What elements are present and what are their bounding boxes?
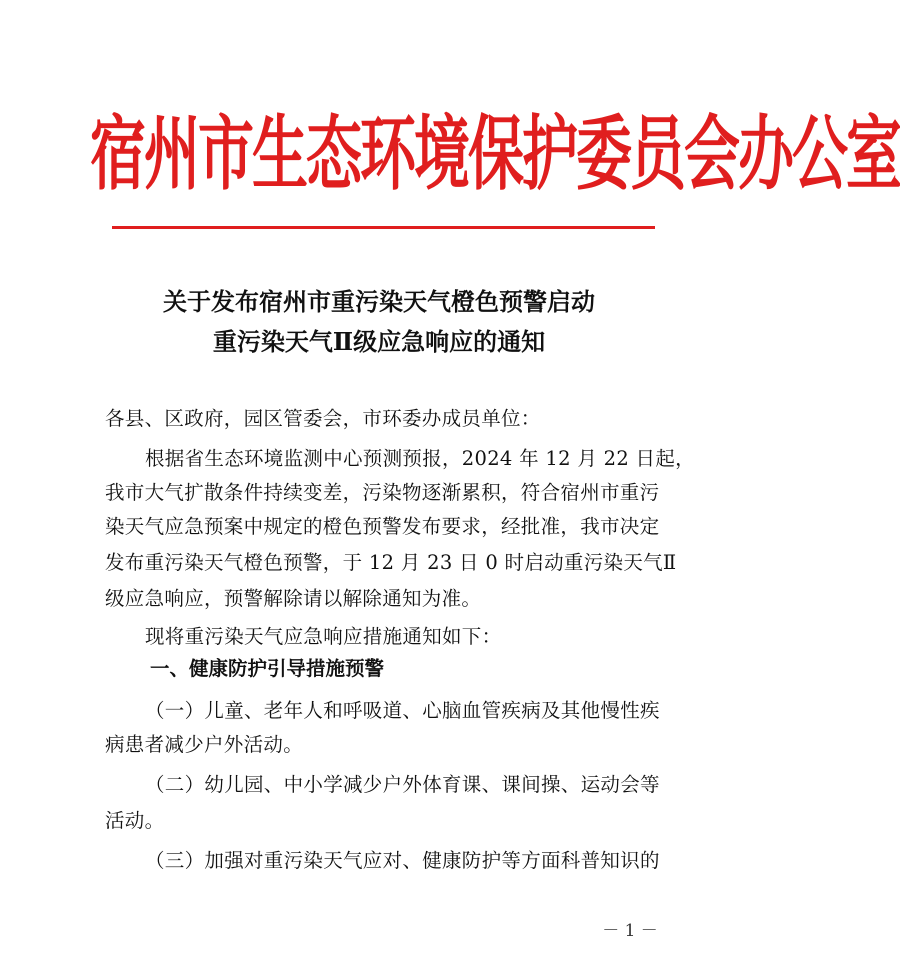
section-1-item-2-line-1: （二）幼儿园、中小学减少户外体育课、课间操、运动会等 <box>145 773 660 796</box>
section-1-heading: 一、健康防护引导措施预警 <box>150 657 385 680</box>
red-divider-line <box>112 226 655 229</box>
page-number: － 1 － <box>602 921 658 941</box>
section-1-item-1-line-2: 病患者减少户外活动。 <box>105 733 304 756</box>
paragraph-2: 现将重污染天气应急响应措施通知如下： <box>145 625 502 648</box>
document-title-line-2: 重污染天气Ⅱ级应急响应的通知 <box>212 327 546 356</box>
section-1-item-1-line-1: （一）儿童、老年人和呼吸道、心脑血管疾病及其他慢性疾 <box>145 699 660 722</box>
section-1-item-2-line-2: 活动。 <box>105 809 165 832</box>
section-1-item-3-line-1: （三）加强对重污染天气应对、健康防护等方面科普知识的 <box>145 849 660 872</box>
paragraph-1-line-1: 根据省生态环境监测中心预测预报，2024 年 12 月 22 日起， <box>145 447 695 470</box>
paragraph-1-line-5: 级应急响应，预警解除请以解除通知为准。 <box>105 587 482 610</box>
paragraph-1-line-2: 我市大气扩散条件持续变差，污染物逐渐累积，符合宿州市重污 <box>105 481 660 504</box>
paragraph-1-line-3: 染天气应急预案中规定的橙色预警发布要求，经批准，我市决定 <box>105 515 660 538</box>
issuing-office-header: 宿州市生态环境保护委员会办公室 <box>90 108 900 203</box>
document-title-line-1: 关于发布宿州市重污染天气橙色预警启动 <box>163 287 595 316</box>
paragraph-1-line-4: 发布重污染天气橙色预警，于 12 月 23 日 0 时启动重污染天气Ⅱ <box>105 551 677 574</box>
salutation: 各县、区政府，园区管委会，市环委办成员单位： <box>105 407 541 430</box>
